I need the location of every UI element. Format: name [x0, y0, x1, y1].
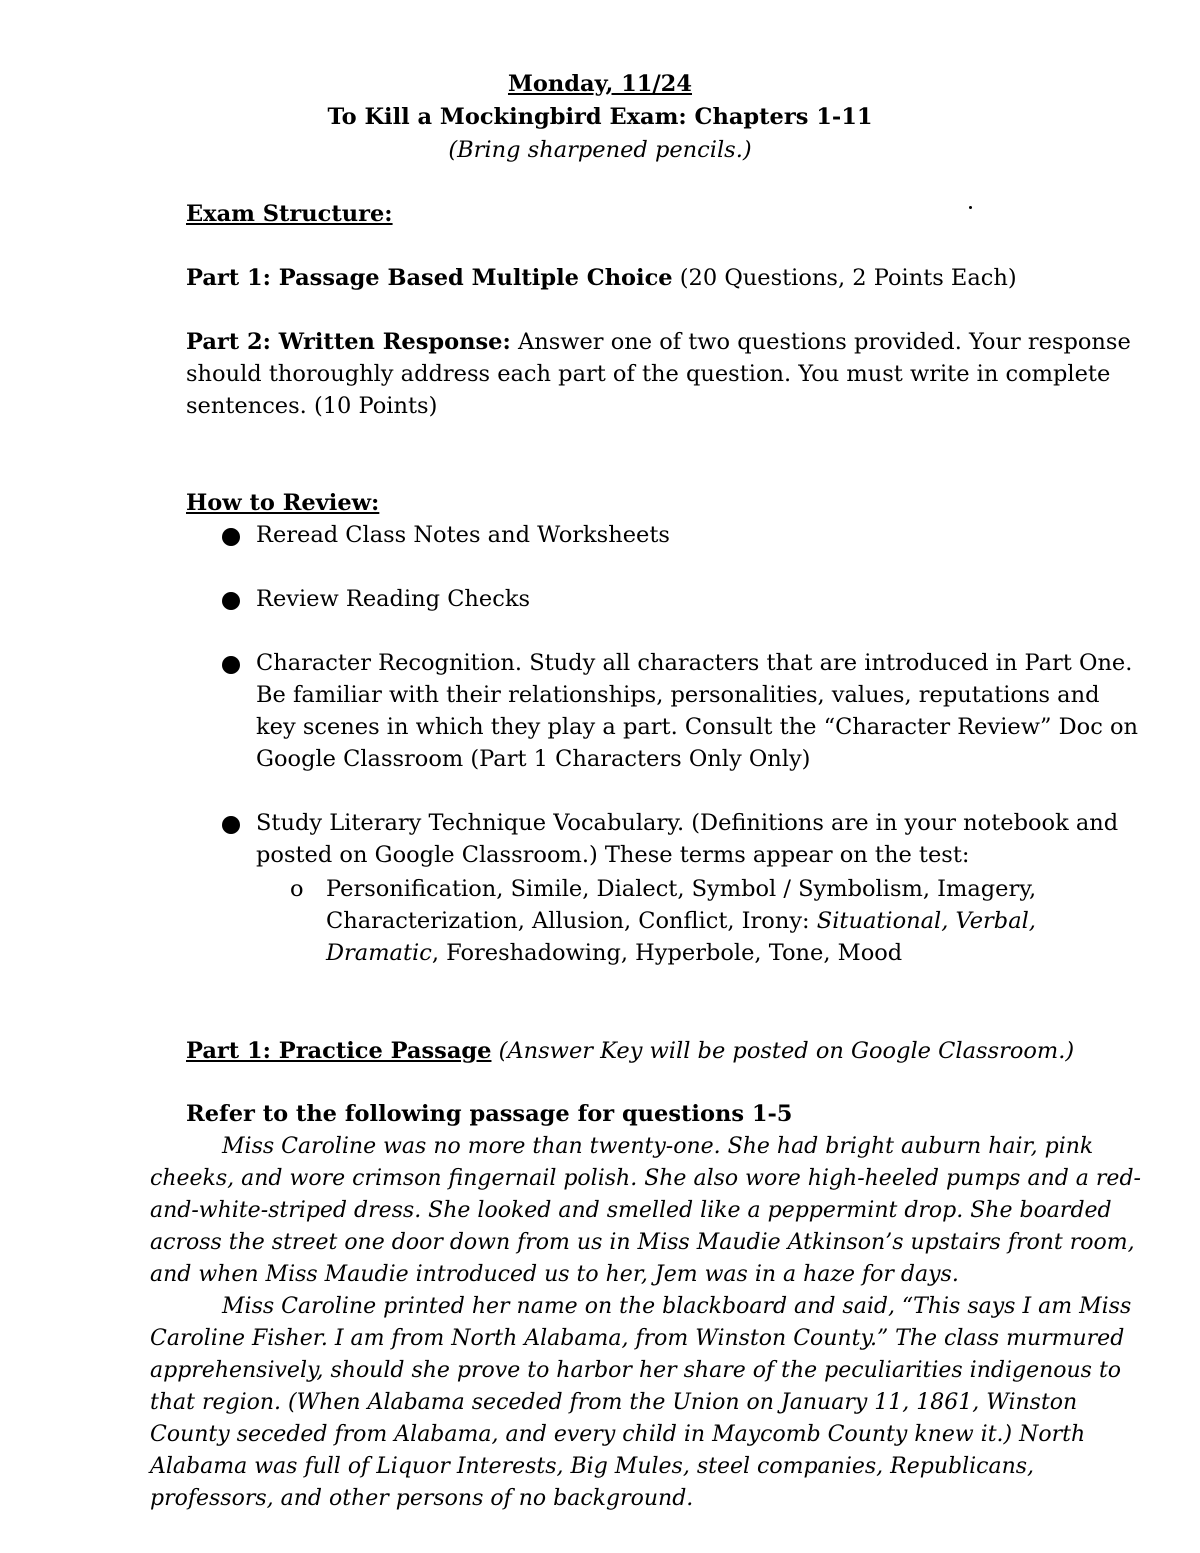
- part2-detail: Answer one of two questions provided. Your response should thoroughly address each part of the question. You must write in complete sentences. (10 Points): [186, 329, 1131, 419]
- review-item: [220, 519, 1140, 551]
- review-item-text: Study Literary Technique Vocabulary. (Definitions are in your notebook and posted on Google Classroom.) These terms appear on the test:: [256, 810, 1119, 868]
- practice-heading-line: [186, 1035, 1166, 1067]
- part2-label: Part 2: Written Response:: [186, 329, 511, 355]
- sub-bullet-marker: o: [290, 876, 304, 902]
- pencils-note: (Bring sharpened pencils.): [448, 137, 752, 163]
- practice-heading: Part 1: Practice Passage: [186, 1038, 492, 1064]
- how-to-review-heading: How to Review:: [186, 490, 380, 516]
- passage-paragraph: Miss Caroline was no more than twenty-one. She had bright auburn hair, pink cheeks, and wore crimson fingernail polish. She also wore high-heeled pumps and a red-and-white-striped dress. She looked and smelled like a peppermint drop. She boarded across the street one door down from us in Miss Maudie Atkinson’s upstairs front room, and when Miss Maudie introduced us to her, Jem was in a haze for days.: [150, 1134, 1141, 1287]
- part2-description: [186, 326, 1146, 422]
- exam-structure-heading: Exam Structure:: [186, 201, 393, 227]
- terms-text-b: , Foreshadowing, Hyperbole, Tone, Mood: [431, 940, 903, 966]
- terms-irony-types: Situational, Verbal, Dramatic: [326, 908, 1036, 966]
- practice-note: (Answer Key will be posted on Google Classroom.): [491, 1038, 1075, 1064]
- refer-line: Refer to the following passage for questions 1-5: [186, 1101, 793, 1127]
- bullet-icon: [222, 592, 240, 610]
- review-item: [220, 647, 1140, 775]
- terms-item: [290, 873, 1150, 969]
- review-item-text: Reread Class Notes and Worksheets: [256, 522, 670, 548]
- review-item-text: Character Recognition. Study all characters that are introduced in Part One. Be familiar with their relationships, personalities, values, reputations and key scenes in which they play a part. Consult the “Character Review” Doc on Google Classroom (Part 1 Characters Only Only): [256, 650, 1138, 772]
- terms-list: [290, 873, 1150, 969]
- bullet-icon: [222, 656, 240, 674]
- part1-detail: (20 Questions, 2 Points Each): [672, 265, 1017, 291]
- review-item: [220, 583, 1140, 615]
- review-item-text: Review Reading Checks: [256, 586, 531, 612]
- bullet-icon: [222, 816, 240, 834]
- exam-title: To Kill a Mockingbird Exam: Chapters 1-11: [327, 104, 873, 130]
- practice-passage: [150, 1131, 1160, 1515]
- part1-label: Part 1: Passage Based Multiple Choice: [186, 265, 673, 291]
- review-list: [220, 519, 1140, 871]
- bullet-icon: [222, 528, 240, 546]
- exam-date: Monday, 11/24: [507, 71, 692, 97]
- passage-paragraph: Miss Caroline printed her name on the blackboard and said, “This says I am Miss Caroline Fisher. I am from North Alabama, from Winston County.” The class murmured apprehensively, should she prove to harbor her share of the peculiarities indigenous to that region. (When Alabama seceded from the Union on January 11, 1861, Winston County seceded from Alabama, and every child in Maycomb County knew it.) North Alabama was full of Liquor Interests, Big Mules, steel companies, Republicans, professors, and other persons of no background.: [150, 1294, 1132, 1511]
- part1-description: [186, 262, 1146, 294]
- review-item: [220, 807, 1140, 871]
- terms-text-a: Personification, Simile, Dialect, Symbol / Symbolism, Imagery, Characterization, Allusion, Conflict, Irony:: [326, 876, 1037, 934]
